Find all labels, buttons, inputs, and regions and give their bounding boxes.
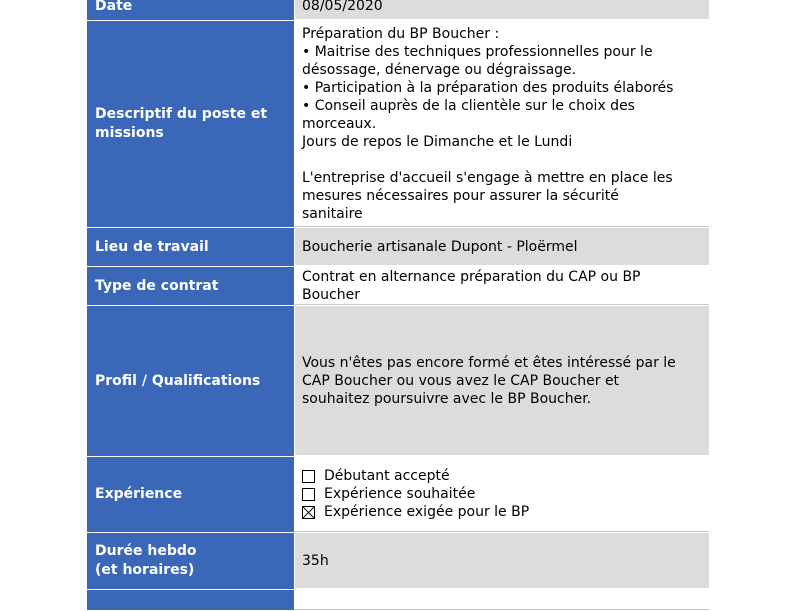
- checkbox-label: Expérience exigée pour le BP: [324, 504, 530, 520]
- label-descriptif-line1: Descriptif du poste et: [95, 106, 268, 122]
- value-contrat: [295, 267, 709, 305]
- label-date: Date: [87, 0, 295, 20]
- value-descriptif: [295, 21, 709, 227]
- descriptif-line: morceaux.: [302, 115, 377, 132]
- checkbox-icon[interactable]: [302, 470, 315, 483]
- lieu-value: Boucherie artisanale Dupont - Ploërmel: [302, 238, 578, 255]
- label-contrat: Type de contrat: [87, 267, 295, 305]
- descriptif-line: Jours de repos le Dimanche et le Lundi: [302, 133, 573, 150]
- descriptif-line: • Conseil auprès de la clientèle sur le choix des: [302, 97, 635, 114]
- row-duree: [87, 533, 709, 590]
- label-duree-line2: (et horaires): [95, 562, 195, 578]
- row-experience: [87, 457, 709, 533]
- profil-line: CAP Boucher ou vous avez le CAP Boucher et: [302, 372, 620, 389]
- descriptif-line: mesures nécessaires pour assurer la sécurité: [302, 187, 619, 204]
- checkbox-option[interactable]: [302, 467, 702, 485]
- job-offer-table: [87, 0, 709, 611]
- value-duree: [295, 533, 709, 589]
- checked-checkbox-icon[interactable]: [302, 506, 315, 519]
- checkbox-label: Expérience souhaitée: [324, 486, 476, 502]
- value-profil: [295, 306, 709, 456]
- value-lieu: [295, 228, 709, 266]
- label-experience: Expérience: [87, 457, 295, 532]
- label-profil: Profil / Qualifications: [87, 306, 295, 456]
- checkbox-option[interactable]: [302, 485, 702, 503]
- label-duree: [87, 533, 295, 589]
- profil-line: Vous n'êtes pas encore formé et êtes intéressé par le: [302, 354, 676, 371]
- contrat-line: Boucher: [302, 286, 360, 303]
- date-value: 08/05/2020: [302, 0, 383, 14]
- descriptif-line: • Participation à la préparation des produits élaborés: [302, 79, 674, 96]
- label-next-partial: [87, 590, 295, 610]
- label-descriptif: [87, 21, 295, 227]
- profil-line: souhaitez poursuivre avec le BP Boucher.: [302, 390, 592, 407]
- contrat-line: Contrat en alternance préparation du CAP ou BP: [302, 268, 641, 285]
- value-date: [295, 0, 709, 20]
- descriptif-line: Préparation du BP Boucher :: [302, 25, 500, 42]
- descriptif-line: L'entreprise d'accueil s'engage à mettre en place les: [302, 169, 673, 186]
- label-lieu: Lieu de travail: [87, 228, 295, 266]
- descriptif-line: désossage, dénervage ou dégraissage.: [302, 61, 577, 78]
- value-experience: [295, 457, 709, 532]
- row-profil: [87, 306, 709, 457]
- row-contrat: [87, 267, 709, 306]
- descriptif-line: • Maitrise des techniques professionnelles pour le: [302, 43, 653, 60]
- label-duree-line1: Durée hebdo: [95, 543, 197, 559]
- value-next-partial: [295, 590, 709, 610]
- checkbox-option[interactable]: [302, 503, 702, 521]
- row-date: [87, 0, 709, 21]
- descriptif-line: sanitaire: [302, 205, 363, 222]
- descriptif-blank-line: [302, 151, 702, 169]
- checkbox-icon[interactable]: [302, 488, 315, 501]
- row-descriptif: [87, 21, 709, 228]
- duree-value: 35h: [302, 552, 329, 569]
- row-next-partial: [87, 590, 709, 611]
- row-lieu: [87, 228, 709, 267]
- checkbox-label: Débutant accepté: [324, 468, 450, 484]
- label-descriptif-line2: missions: [95, 125, 164, 141]
